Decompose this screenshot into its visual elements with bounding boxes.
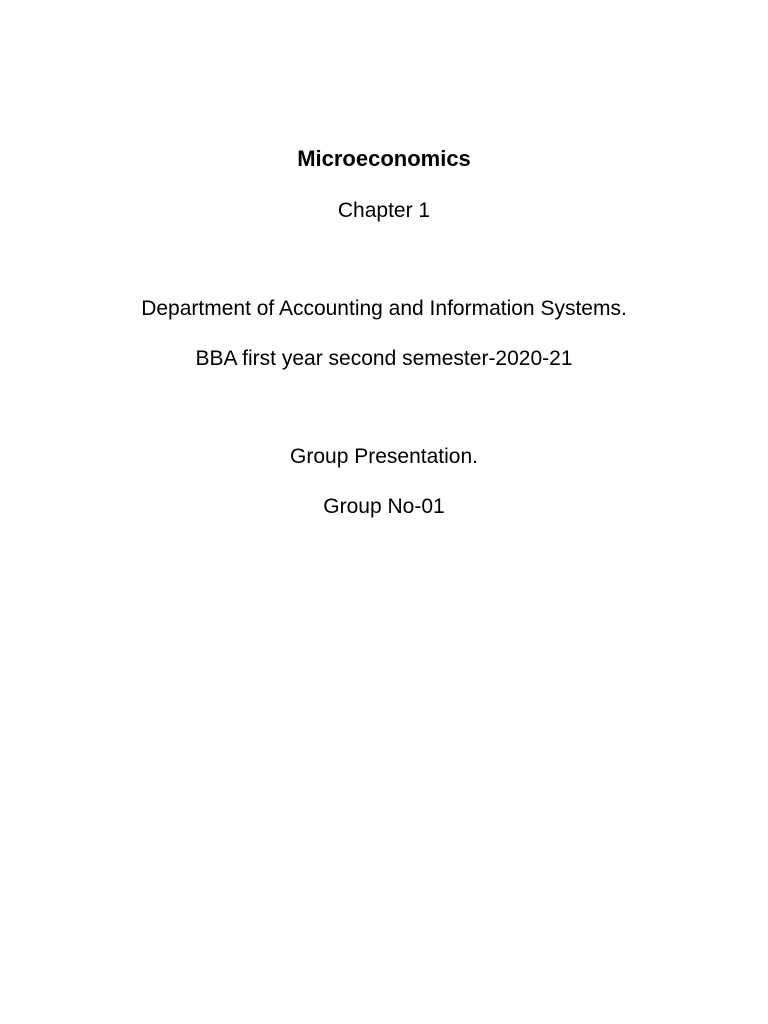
department-line: Department of Accounting and Information Systems. xyxy=(141,297,627,320)
document-title: Microeconomics xyxy=(297,146,471,171)
group-number: Group No-01 xyxy=(323,495,445,518)
program-line: BBA first year second semester-2020-21 xyxy=(195,347,573,370)
chapter-label: Chapter 1 xyxy=(337,199,431,222)
presentation-line: Group Presentation. xyxy=(290,445,478,468)
